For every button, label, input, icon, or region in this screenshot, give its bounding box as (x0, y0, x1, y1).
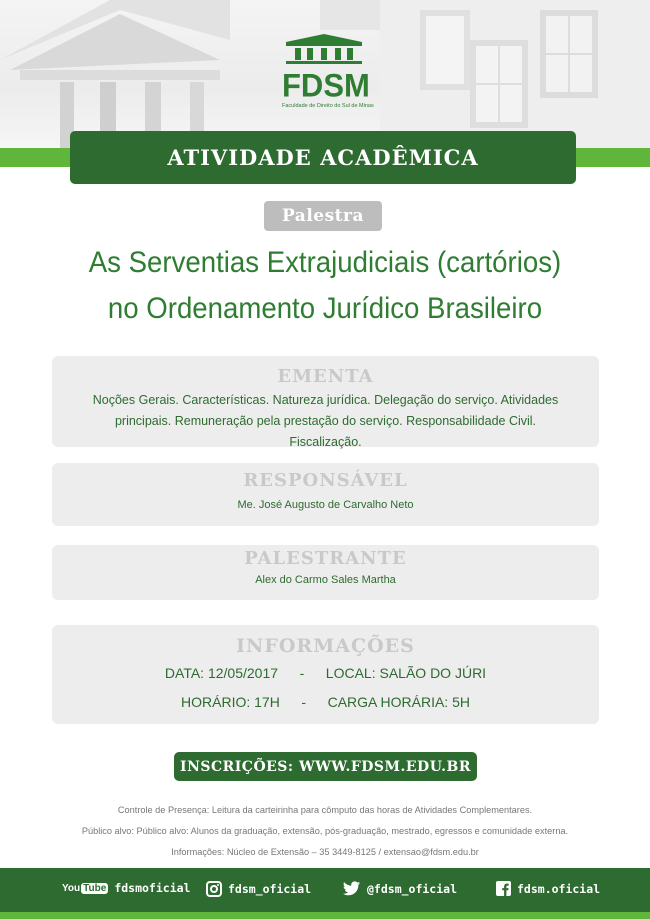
info-separator: - (299, 665, 305, 681)
facebook-handle: fdsm.oficial (517, 881, 601, 896)
facebook-icon (496, 881, 511, 896)
twitter-icon (343, 881, 361, 896)
ementa-heading: EMENTA (277, 366, 374, 387)
informacoes-heading: INFORMAÇÕES (236, 635, 415, 657)
note-info: Informações: Núcleo de Extensão – 35 3449-8125 / extensao@fdsm.edu.br (171, 847, 479, 857)
registration-link-banner[interactable] (174, 752, 477, 781)
event-title-line2: no Ordenamento Jurídico Brasileiro (107, 292, 543, 325)
info-row-date-local (52, 659, 599, 688)
info-row-time-load (52, 688, 599, 717)
event-type-label: Palestra (281, 206, 364, 226)
logo-subtitle: Faculdade de Direito do Sul de Minas (282, 103, 374, 109)
palestrante-name: Alex do Carmo Sales Martha (255, 574, 396, 586)
event-type-tag (264, 201, 382, 231)
fdsm-logo (282, 34, 374, 114)
social-youtube[interactable] (62, 881, 190, 895)
columns-logo-icon (283, 34, 365, 64)
activity-banner-title: ATIVIDADE ACADÊMICA (167, 145, 479, 170)
footnotes (0, 800, 650, 863)
social-facebook[interactable] (496, 881, 600, 896)
palestrante-box (52, 545, 599, 600)
instagram-icon (206, 881, 222, 897)
ementa-text (52, 390, 599, 453)
activity-banner (70, 131, 576, 184)
instagram-handle: fdsm_oficial (228, 882, 312, 896)
info-local: LOCAL: SALÃO DO JÚRI (325, 665, 487, 681)
responsavel-heading: RESPONSÁVEL (243, 470, 408, 491)
youtube-handle: fdsmoficial (114, 881, 191, 895)
event-title-line1: As Serventias Extrajudiciais (cartórios) (88, 246, 562, 279)
palestrante-heading: PALESTRANTE (244, 548, 407, 569)
social-footer (0, 868, 650, 912)
event-title (0, 240, 650, 332)
ementa-line2: principais. Remuneração pela prestação do serviço. Responsabilidade Civil. Fiscalização. (114, 414, 537, 449)
social-twitter[interactable] (343, 881, 457, 896)
responsavel-box (52, 463, 599, 526)
ementa-line1: Noções Gerais. Características. Natureza jurídica. Delegação do serviço. Atividades (92, 393, 559, 407)
ementa-box (52, 356, 599, 447)
info-carga: CARGA HORÁRIA: 5H (327, 694, 470, 710)
youtube-icon: You Tube (62, 882, 107, 894)
social-instagram[interactable] (206, 881, 311, 897)
info-separator: - (301, 694, 307, 710)
info-horario: HORÁRIO: 17H (181, 694, 280, 710)
twitter-handle: @fdsm_oficial (367, 881, 458, 896)
responsavel-name: Me. José Augusto de Carvalho Neto (237, 499, 414, 511)
note-presenca: Controle de Presença: Leitura da carteirinha para cômputo das horas de Atividades Complementares. (117, 805, 533, 815)
logo-wordmark: FDSM (282, 67, 370, 104)
registration-link[interactable]: INSCRIÇÕES: WWW.FDSM.EDU.BR (180, 758, 471, 775)
info-date: DATA: 12/05/2017 (164, 665, 279, 681)
footer-green-stripe (0, 912, 650, 919)
informacoes-box (52, 625, 599, 724)
note-publico: Público alvo: Público alvo: Alunos da graduação, extensão, pós-graduação, mestrado, egressos e comunidade externa. (81, 826, 569, 836)
